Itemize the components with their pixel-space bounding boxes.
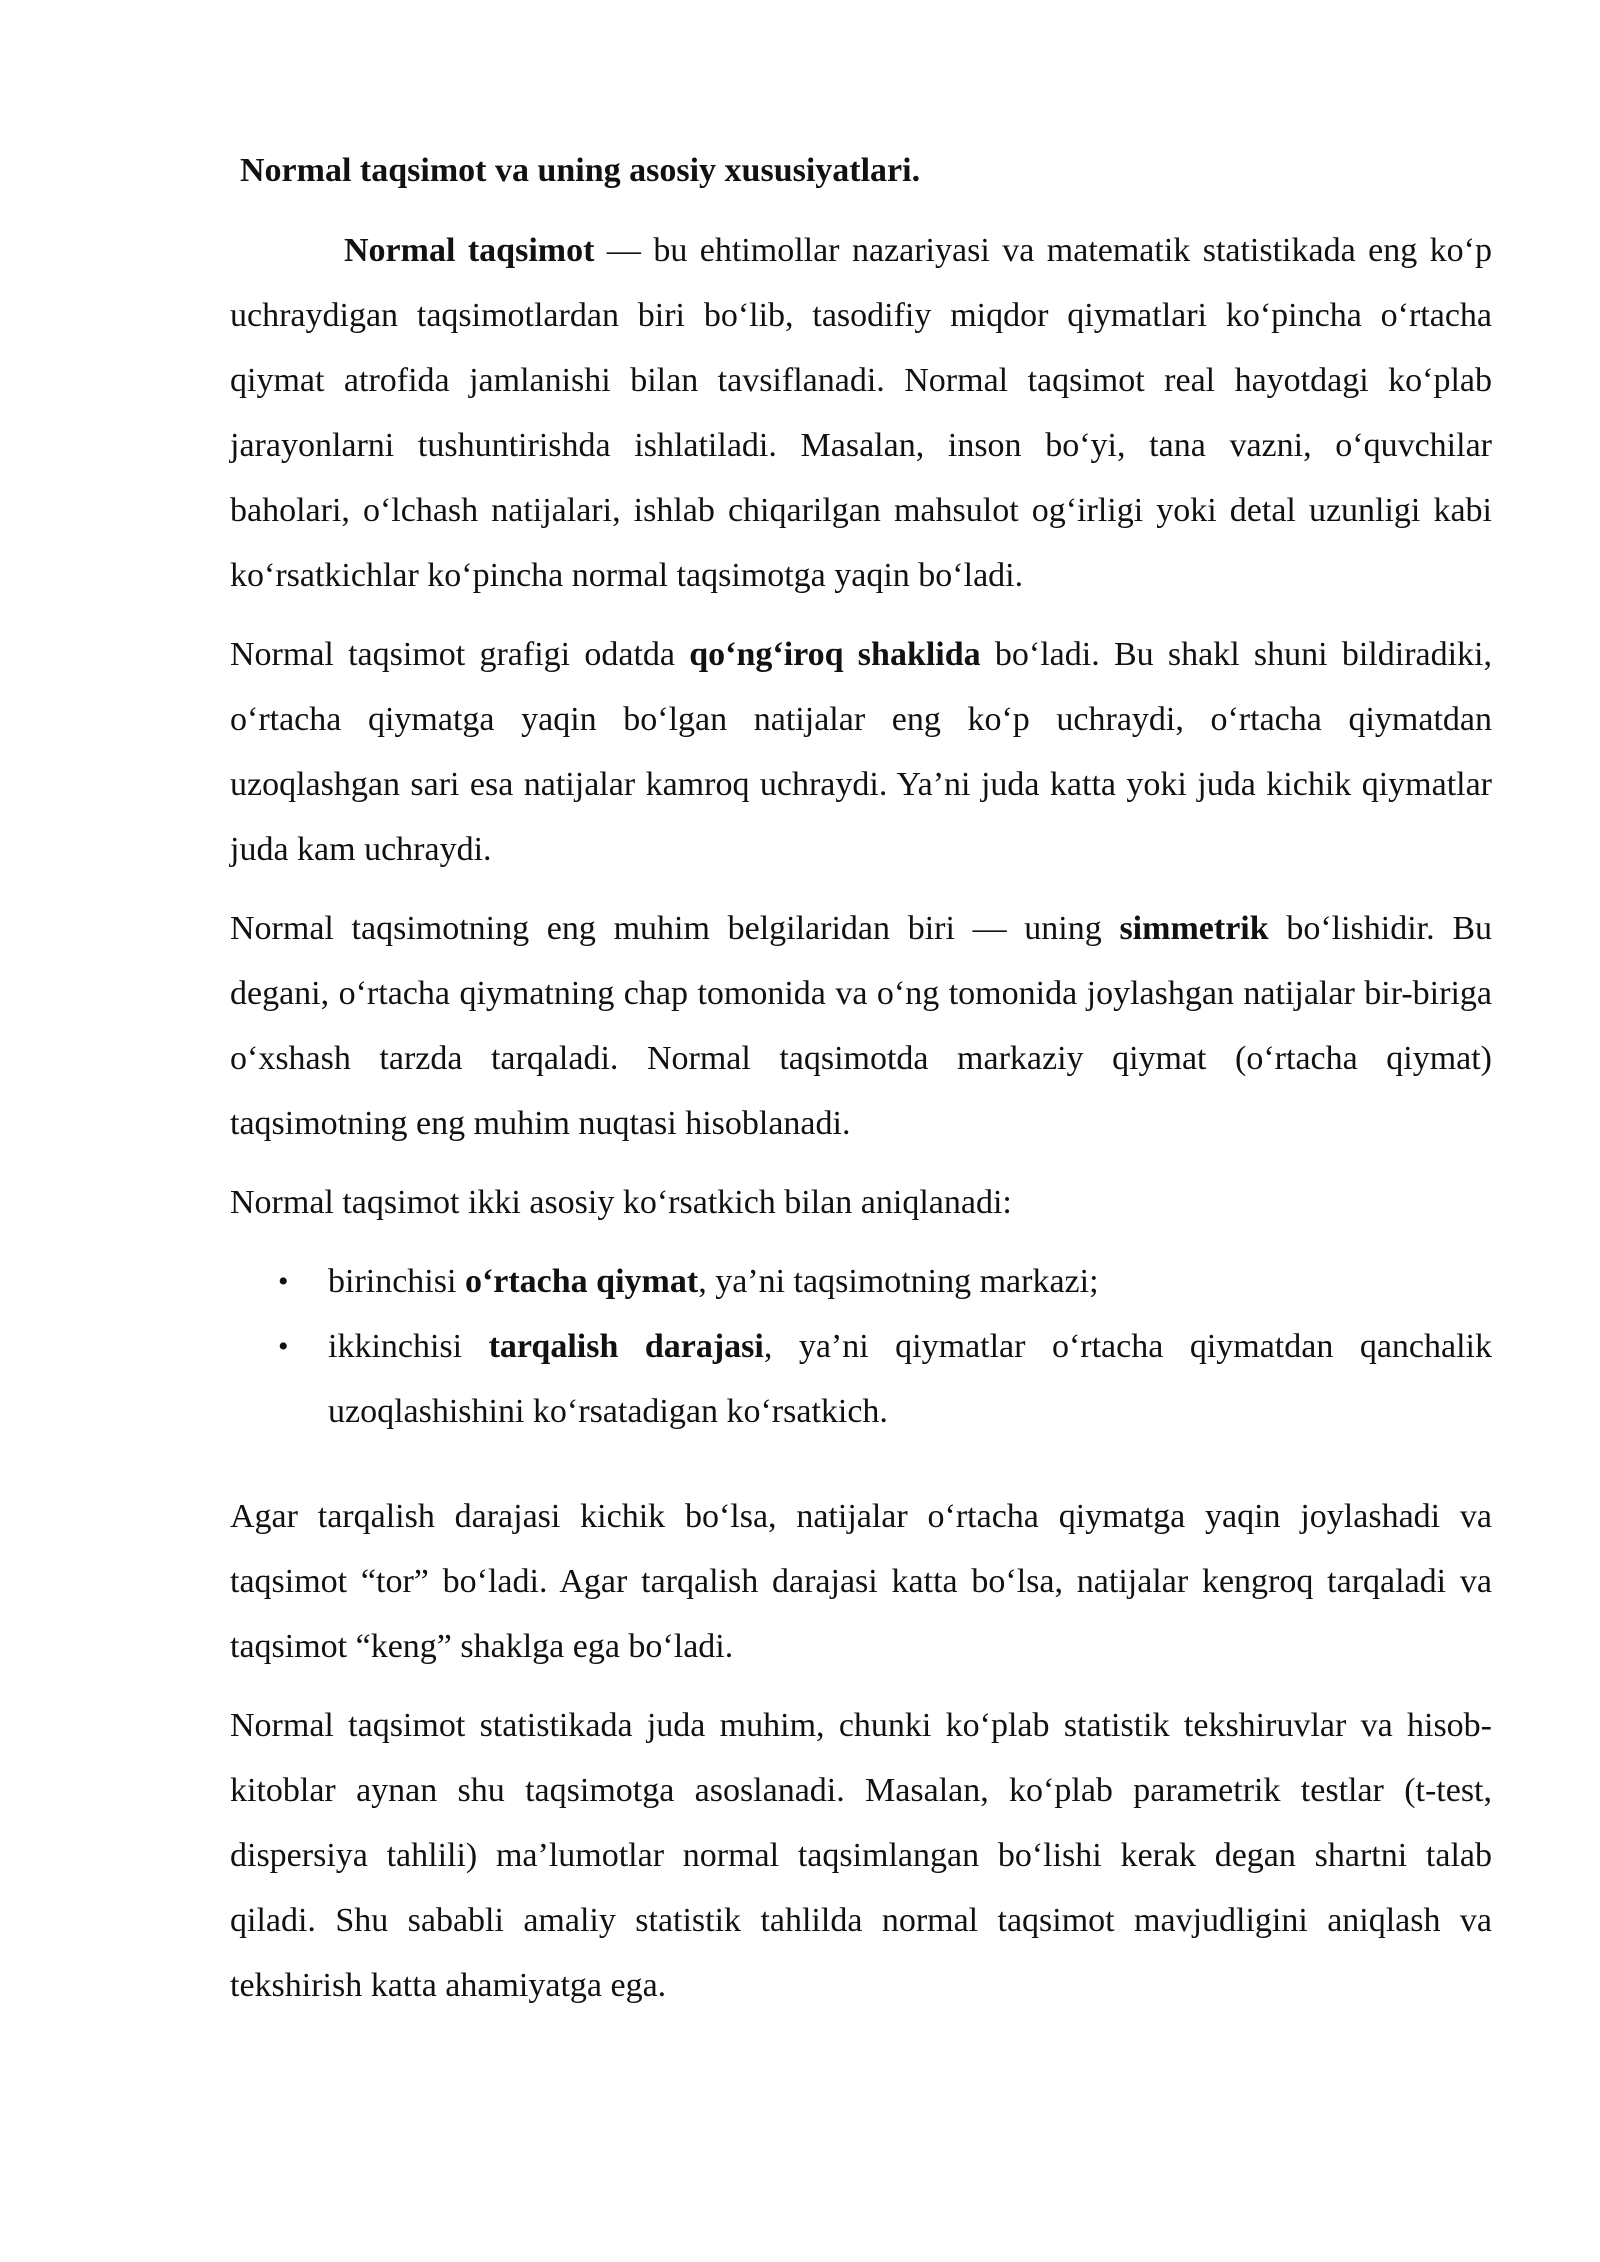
paragraph-spread: Agar tarqalish darajasi kichik bo‘lsa, natijalar o‘rtacha qiymatga yaqin joylashadi va taqsimot “tor” bo‘ladi. Agar tarqalish darajasi katta bo‘lsa, natijalar kengroq tarqaladi va taqsimot “keng” shaklga ega bo‘ladi. (230, 1498, 1492, 1665)
paragraph-definition (230, 218, 1492, 608)
list-item-text: , ya’ni qiymatlar o‘rtacha qiymatdan qanchalik uzoqlashishini ko‘rsatadigan ko‘rsatkich. (328, 1328, 1492, 1430)
paragraph-text: bo‘ladi. Bu shakl shuni bildiradiki, o‘rtacha qiymatga yaqin bo‘lgan natijalar eng ko‘p uchraydi, o‘rtacha qiymatdan uzoqlashgan sari esa natijalar kamroq uchraydi. Ya’ni juda katta yoki juda kichik qiymatlar juda kam uchraydi. (230, 636, 1492, 868)
bold-term: simmetrik (1119, 910, 1269, 947)
paragraph-text: bo‘lishidir. Bu degani, o‘rtacha qiymatning chap tomonida va o‘ng tomonida joylashgan natijalar bir-biriga o‘xshash tarzda tarqaladi. Normal taqsimotda markaziy qiymat (o‘rtacha qiymat) taqsimotning eng muhim nuqtasi hisoblanadi. (230, 910, 1492, 1142)
bullet-list (230, 1249, 1492, 1444)
bold-term: o‘rtacha qiymat (464, 1263, 699, 1300)
paragraph-text: Normal taqsimotning eng muhim belgilaridan biri — uning (230, 910, 1120, 947)
list-item-text: , ya’ni taqsimotning markazi; (698, 1263, 1099, 1300)
bullet-icon: • (278, 1265, 289, 1298)
list-item (230, 1249, 1492, 1314)
paragraph-bell-shape (230, 622, 1492, 882)
paragraph-text: — bu ehtimollar nazariyasi va matematik statistikada eng ko‘p uchraydigan taqsimotlardan biri bo‘lib, tasodifiy miqdor qiymatlari ko‘pincha o‘rtacha qiymat atrofida jamlanishi bilan tavsiflanadi. Normal taqsimot real hayotdagi ko‘plab jarayonlarni tushuntirishda ishlatiladi. Masalan, inson bo‘yi, tana vazni, o‘quvchilar baholari, o‘lchash natijalari, ishlab chiqarilgan mahsulot og‘irligi yoki detal uzunligi kabi ko‘rsatkichlar ko‘pincha normal taqsimotga yaqin bo‘ladi. (230, 232, 1492, 594)
list-item-text: ikkinchisi (328, 1328, 489, 1365)
bold-term: tarqalish darajasi (488, 1328, 764, 1365)
paragraph-parameters-intro: Normal taqsimot ikki asosiy ko‘rsatkich bilan aniqlanadi: (230, 1184, 1012, 1221)
paragraph-importance: Normal taqsimot statistikada juda muhim, chunki ko‘plab statistik tekshiruvlar va hisob-kitoblar aynan shu taqsimotga asoslanadi. Masalan, ko‘plab parametrik testlar (t-test, dispersiya tahlili) ma’lumotlar normal taqsimlangan bo‘lishi kerak degan shartni talab qiladi. Shu sababli amaliy statistik tahlilda normal taqsimot mavjudligini aniqlash va tekshirish katta ahamiyatga ega. (230, 1707, 1492, 2004)
list-item-text: birinchisi (328, 1263, 465, 1300)
list-item (230, 1314, 1492, 1444)
document-title: Normal taqsimot va uning asosiy xususiyatlari. (240, 152, 921, 189)
bullet-icon: • (278, 1330, 289, 1363)
paragraph-text: Normal taqsimot grafigi odatda (230, 636, 690, 673)
paragraph-symmetry (230, 896, 1492, 1156)
bold-term: qo‘ng‘iroq shaklida (689, 636, 981, 673)
bold-term: Normal taqsimot (344, 232, 595, 269)
document-page (230, 148, 1492, 2032)
